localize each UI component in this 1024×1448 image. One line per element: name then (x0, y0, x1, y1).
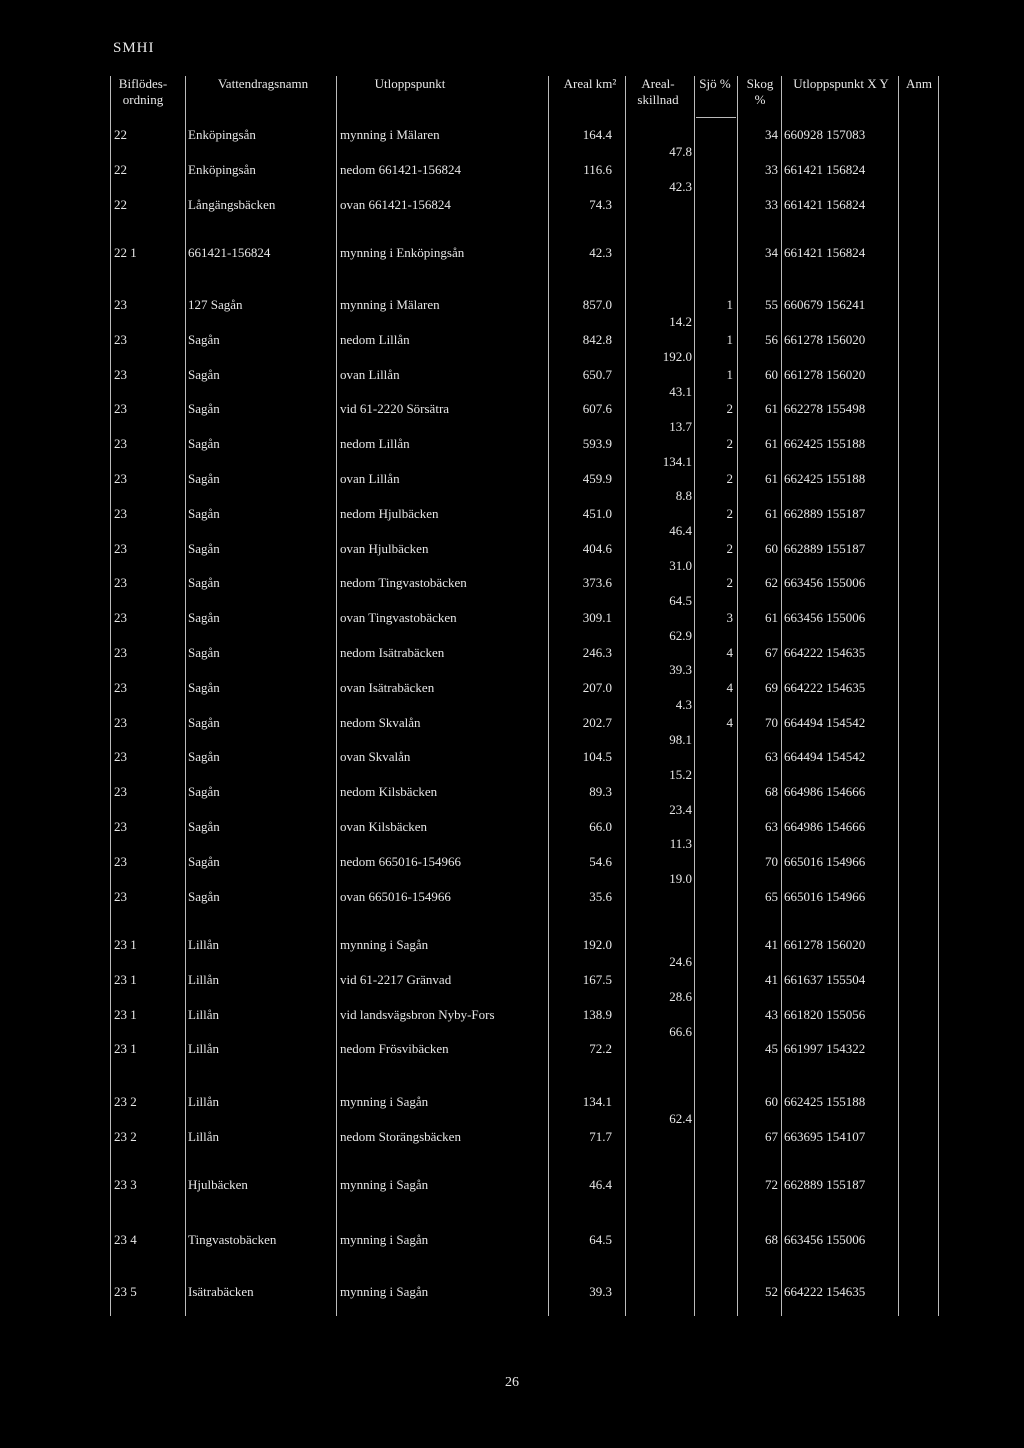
table-row (0, 195, 1024, 215)
skog-cell: 72 (765, 1177, 778, 1192)
area-difference-cell: 192.0 (662, 349, 692, 365)
area-cell: 650.7 (582, 366, 612, 382)
area-cell: 451.0 (582, 505, 612, 521)
outlet-point-cell: 662425 155188 (784, 471, 866, 486)
skog-cell: 62 (765, 575, 778, 591)
outlet-cell: ovan 661421-156824 (340, 196, 451, 212)
area-cell: 46.4 (589, 1177, 612, 1192)
name-cell: Lillån (188, 937, 220, 952)
outlet-point-cell: 664494 154542 (784, 714, 866, 730)
sjo-cell: 2 (726, 436, 733, 452)
outlet-cell: nedom Lillån (340, 436, 410, 452)
name-cell: Sagån (188, 784, 220, 800)
ordning-cell: 23 (114, 679, 127, 695)
outlet-cell: ovan Hjulbäcken (340, 540, 429, 556)
sjo-cell: 2 (726, 540, 733, 556)
table-row (0, 573, 1024, 593)
sjo-cell: 1 (726, 366, 733, 382)
outlet-cell: nedom Lillån (340, 331, 410, 347)
name-cell: Lillån (188, 1094, 220, 1109)
outlet-point-cell: 661278 156020 (784, 331, 866, 347)
name-cell: Sagån (188, 819, 220, 834)
outlet-point-cell: 665016 154966 (784, 853, 866, 869)
outlet-point-cell: 664222 154635 (784, 679, 866, 695)
area-cell: 104.5 (582, 749, 612, 765)
ordning-cell: 23 (114, 610, 127, 626)
area-difference-cell: 39.3 (669, 662, 692, 678)
col-name: Vattendragsnamn (217, 76, 309, 91)
table-row (0, 1039, 1024, 1059)
skog-cell: 67 (765, 1128, 778, 1144)
table-row (0, 1282, 1024, 1302)
name-cell: Sagån (188, 714, 220, 730)
area-difference-cell: 14.2 (669, 314, 692, 330)
area-difference-cell: 42.3 (669, 179, 692, 195)
skog-cell: 61 (765, 610, 778, 626)
sjo-cell: 4 (726, 679, 733, 695)
table-row (0, 295, 1024, 315)
table-row (0, 1127, 1024, 1147)
outlet-cell: ovan Kilsbäcken (340, 819, 428, 834)
area-difference-cell: 13.7 (669, 418, 692, 434)
ordning-cell: 23 3 (114, 1177, 137, 1192)
sjo-cell: 2 (726, 505, 733, 521)
area-cell: 246.3 (582, 645, 612, 660)
area-cell: 74.3 (589, 196, 612, 212)
name-cell: Sagån (188, 575, 220, 591)
area-difference-cell: 15.2 (669, 766, 692, 782)
col-anm: Anm (906, 76, 932, 91)
outlet-point-cell: 661421 156824 (784, 245, 866, 260)
outlet-point-cell: 663456 155006 (784, 610, 866, 626)
ordning-cell: 23 (114, 575, 127, 591)
outlet-cell: nedom Hjulbäcken (340, 505, 439, 521)
name-cell: Tingvastobäcken (188, 1232, 277, 1247)
name-cell: Sagån (188, 436, 220, 452)
ordning-cell: 23 (114, 784, 127, 800)
skog-cell: 61 (765, 436, 778, 452)
skog-cell: 60 (765, 366, 778, 382)
area-cell: 167.5 (582, 971, 612, 987)
ordning-cell: 23 (114, 331, 127, 347)
ordning-cell: 22 (114, 161, 127, 177)
skog-cell: 41 (765, 937, 778, 952)
ordning-cell: 23 (114, 401, 127, 417)
skog-cell: 65 (765, 888, 778, 904)
ordning-cell: 23 (114, 853, 127, 869)
area-difference-cell: 62.9 (669, 627, 692, 643)
table-row (0, 817, 1024, 837)
outlet-point-cell: 665016 154966 (784, 888, 866, 904)
table-row (0, 399, 1024, 419)
outlet-cell: mynning i Sagån (340, 1177, 429, 1192)
outlet-point-cell: 660679 156241 (784, 297, 866, 312)
outlet-point-cell: 661421 156824 (784, 196, 866, 212)
table-row (0, 1175, 1024, 1195)
area-cell: 39.3 (589, 1284, 612, 1299)
outlet-point-cell: 662889 155187 (784, 540, 866, 556)
area-cell: 138.9 (582, 1006, 612, 1022)
outlet-cell: nedom Kilsbäcken (340, 784, 438, 800)
outlet-point-cell: 663456 155006 (784, 1232, 866, 1247)
col-area: Areal km² (563, 76, 617, 91)
area-cell: 66.0 (589, 819, 612, 834)
skog-cell: 45 (765, 1041, 778, 1057)
area-difference-cell: 31.0 (669, 558, 692, 573)
area-cell: 309.1 (582, 610, 612, 626)
area-difference-cell: 19.0 (669, 871, 692, 887)
area-cell: 404.6 (582, 540, 612, 556)
name-cell: 661421-156824 (188, 245, 271, 260)
outlet-cell: mynning i Sagån (340, 937, 429, 952)
outlet-point-cell: 660928 157083 (784, 127, 866, 142)
name-cell: 127 Sagån (188, 297, 243, 312)
outlet-cell: mynning i Mälaren (340, 127, 440, 142)
col-ordning: Biflödes- ordning (118, 76, 168, 107)
name-cell: Lillån (188, 1006, 220, 1022)
page-number: 26 (505, 1375, 519, 1390)
name-cell: Sagån (188, 645, 220, 660)
area-difference-cell: 98.1 (669, 732, 692, 747)
ordning-cell: 23 5 (114, 1284, 137, 1299)
area-cell: 35.6 (589, 888, 612, 904)
ordning-cell: 23 1 (114, 971, 137, 987)
table-row (0, 1005, 1024, 1025)
table-row (0, 643, 1024, 663)
name-cell: Sagån (188, 505, 220, 521)
outlet-cell: ovan Lillån (340, 471, 400, 486)
outlet-cell: nedom Frösvibäcken (340, 1041, 449, 1057)
table-row (0, 970, 1024, 990)
outlet-cell: vid 61-2217 Gränvad (340, 971, 452, 987)
outlet-point-cell: 662425 155188 (784, 436, 866, 452)
outlet-cell: nedom Tingvastobäcken (340, 575, 467, 591)
ordning-cell: 23 (114, 819, 127, 834)
skog-cell: 41 (765, 971, 778, 987)
skog-cell: 34 (765, 245, 778, 260)
outlet-cell: ovan Tingvastobäcken (340, 610, 457, 626)
skog-cell: 33 (765, 161, 778, 177)
ordning-cell: 23 1 (114, 937, 137, 952)
area-cell: 164.4 (582, 127, 612, 142)
outlet-cell: ovan Isätrabäcken (340, 679, 435, 695)
table-row (0, 365, 1024, 385)
area-difference-cell: 4.3 (675, 697, 692, 713)
outlet-cell: mynning i Mälaren (340, 297, 440, 312)
table-row (0, 713, 1024, 733)
table-row (0, 160, 1024, 180)
outlet-point-cell: 662425 155188 (784, 1094, 866, 1109)
ordning-cell: 23 (114, 645, 127, 660)
skog-cell: 63 (765, 749, 778, 765)
name-cell: Hjulbäcken (188, 1177, 248, 1192)
sjo-cell: 4 (726, 645, 733, 660)
ordning-cell: 22 (114, 196, 127, 212)
outlet-point-cell: 661997 154322 (784, 1041, 866, 1057)
outlet-point-cell: 661820 155056 (784, 1006, 866, 1022)
name-cell: Sagån (188, 366, 220, 382)
area-difference-cell: 62.4 (669, 1111, 692, 1127)
name-cell: Sagån (188, 749, 220, 765)
sjo-cell: 1 (726, 297, 733, 312)
outlet-cell: ovan Skvalån (340, 749, 411, 765)
table-row (0, 782, 1024, 802)
skog-cell: 63 (765, 819, 778, 834)
table-row (0, 608, 1024, 628)
skog-cell: 60 (765, 540, 778, 556)
skog-cell: 61 (765, 401, 778, 417)
table-row (0, 678, 1024, 698)
area-cell: 71.7 (589, 1128, 612, 1144)
ordning-cell: 23 4 (114, 1232, 137, 1247)
skog-cell: 70 (765, 714, 778, 730)
outlet-cell: nedom Storängsbäcken (340, 1128, 461, 1144)
ordning-cell: 23 1 (114, 1006, 137, 1022)
table-row (0, 1230, 1024, 1250)
table-row (0, 434, 1024, 454)
area-cell: 72.2 (589, 1041, 612, 1057)
outlet-point-cell: 663695 154107 (784, 1128, 866, 1144)
outlet-cell: vid landsvägsbron Nyby-Fors (340, 1006, 495, 1022)
table-row (0, 1092, 1024, 1112)
ordning-cell: 22 1 (114, 245, 137, 260)
ordning-cell: 23 2 (114, 1094, 137, 1109)
outlet-point-cell: 663456 155006 (784, 575, 866, 591)
area-cell: 593.9 (582, 436, 612, 452)
name-cell: Sagån (188, 471, 220, 486)
area-difference-cell: 134.1 (662, 453, 692, 469)
col-outlet: Utloppspunkt (374, 76, 446, 91)
area-difference-cell: 46.4 (669, 523, 692, 539)
name-cell: Lillån (188, 1041, 220, 1057)
skog-cell: 60 (765, 1094, 778, 1109)
ordning-cell: 23 (114, 471, 127, 486)
skog-cell: 43 (765, 1006, 778, 1022)
outlet-point-cell: 664494 154542 (784, 749, 866, 765)
outlet-cell: mynning i Sagån (340, 1284, 429, 1299)
sjo-cell: 2 (726, 471, 733, 486)
table-row (0, 330, 1024, 350)
outlet-cell: ovan 665016-154966 (340, 888, 451, 904)
area-cell: 54.6 (589, 853, 612, 869)
outlet-point-cell: 662278 155498 (784, 401, 866, 417)
name-cell: Sagån (188, 679, 220, 695)
skog-cell: 68 (765, 784, 778, 800)
area-difference-cell: 47.8 (669, 144, 692, 160)
outlet-point-cell: 661421 156824 (784, 161, 866, 177)
table-row (0, 887, 1024, 907)
area-difference-cell: 28.6 (669, 989, 692, 1005)
name-cell: Sagån (188, 540, 220, 556)
outlet-cell: vid 61-2220 Sörsätra (340, 401, 450, 417)
name-cell: Lillån (188, 1128, 220, 1144)
col-xy: Utloppspunkt X Y (793, 76, 889, 91)
name-cell: Enköpingsån (188, 161, 256, 177)
sjo-cell: 1 (726, 331, 733, 347)
table-row (0, 243, 1024, 263)
area-difference-cell: 64.5 (669, 592, 692, 608)
sjo-cell: 2 (726, 575, 733, 591)
area-cell: 134.1 (582, 1094, 612, 1109)
outlet-cell: nedom Isätrabäcken (340, 645, 445, 660)
col-sjo: Sjö % (699, 76, 731, 91)
name-cell: Sagån (188, 888, 220, 904)
table-row (0, 504, 1024, 524)
table-row (0, 469, 1024, 489)
outlet-point-cell: 664222 154635 (784, 645, 866, 660)
ordning-cell: 23 2 (114, 1128, 137, 1144)
area-cell: 116.6 (583, 161, 612, 177)
area-difference-cell: 24.6 (669, 954, 692, 970)
col-skog: Skog % (746, 76, 774, 107)
area-cell: 857.0 (582, 297, 612, 312)
ordning-cell: 23 (114, 540, 127, 556)
area-difference-cell: 43.1 (669, 384, 692, 399)
name-cell: Isätrabäcken (188, 1284, 254, 1299)
ordning-cell: 23 (114, 436, 127, 452)
area-cell: 607.6 (582, 401, 612, 417)
table-row (0, 539, 1024, 559)
outlet-cell: ovan Lillån (340, 366, 400, 382)
area-cell: 207.0 (582, 679, 612, 695)
outlet-cell: mynning i Sagån (340, 1094, 429, 1109)
name-cell: Sagån (188, 401, 220, 417)
outlet-point-cell: 662889 155187 (784, 1177, 866, 1192)
ordning-cell: 23 (114, 714, 127, 730)
skog-cell: 69 (765, 679, 778, 695)
outlet-cell: mynning i Enköpingsån (340, 245, 465, 260)
sjo-cell: 2 (726, 401, 733, 417)
skog-cell: 52 (765, 1284, 778, 1299)
name-cell: Enköpingsån (188, 127, 256, 142)
name-cell: Sagån (188, 610, 220, 626)
ordning-cell: 23 1 (114, 1041, 137, 1057)
skog-cell: 56 (765, 331, 778, 347)
outlet-point-cell: 664986 154666 (784, 784, 866, 800)
area-cell: 842.8 (582, 331, 612, 347)
sjo-cell: 3 (726, 610, 733, 626)
area-difference-cell: 23.4 (669, 801, 692, 817)
name-cell: Sagån (188, 331, 220, 347)
table-row (0, 852, 1024, 872)
outlet-cell: nedom Skvalån (340, 714, 421, 730)
sjo-cell: 4 (726, 714, 733, 730)
outlet-cell: nedom 665016-154966 (340, 853, 461, 869)
skog-cell: 55 (765, 297, 778, 312)
skog-cell: 67 (765, 645, 778, 660)
area-cell: 64.5 (589, 1232, 612, 1247)
area-cell: 42.3 (589, 245, 612, 260)
skog-cell: 70 (765, 853, 778, 869)
outlet-point-cell: 661278 156020 (784, 366, 866, 382)
skog-cell: 33 (765, 196, 778, 212)
outlet-point-cell: 662889 155187 (784, 505, 866, 521)
ordning-cell: 23 (114, 366, 127, 382)
outlet-point-cell: 664986 154666 (784, 819, 866, 834)
skog-cell: 61 (765, 505, 778, 521)
area-cell: 89.3 (589, 784, 612, 800)
table-row (0, 935, 1024, 955)
ordning-cell: 22 (114, 127, 127, 142)
col-diff: Areal- skillnad (637, 76, 679, 107)
ordning-cell: 23 (114, 297, 127, 312)
skog-cell: 61 (765, 471, 778, 486)
skog-cell: 34 (765, 127, 778, 142)
name-cell: Långängsbäcken (188, 196, 276, 212)
table-row (0, 125, 1024, 145)
ordning-cell: 23 (114, 888, 127, 904)
outlet-point-cell: 661278 156020 (784, 937, 866, 952)
agency-header: SMHI (113, 40, 155, 56)
header-rule (696, 117, 736, 118)
area-cell: 202.7 (582, 714, 612, 730)
name-cell: Lillån (188, 971, 220, 987)
area-cell: 373.6 (582, 575, 612, 591)
table-row (0, 747, 1024, 767)
outlet-point-cell: 664222 154635 (784, 1284, 866, 1299)
outlet-cell: mynning i Sagån (340, 1232, 429, 1247)
area-difference-cell: 11.3 (669, 836, 692, 852)
skog-cell: 68 (765, 1232, 778, 1247)
outlet-point-cell: 661637 155504 (784, 971, 866, 987)
ordning-cell: 23 (114, 505, 127, 521)
name-cell: Sagån (188, 853, 220, 869)
area-difference-cell: 8.8 (675, 488, 692, 504)
outlet-cell: nedom 661421-156824 (340, 161, 461, 177)
ordning-cell: 23 (114, 749, 127, 765)
area-cell: 192.0 (582, 937, 612, 952)
area-difference-cell: 66.6 (669, 1024, 692, 1039)
area-cell: 459.9 (582, 471, 612, 486)
